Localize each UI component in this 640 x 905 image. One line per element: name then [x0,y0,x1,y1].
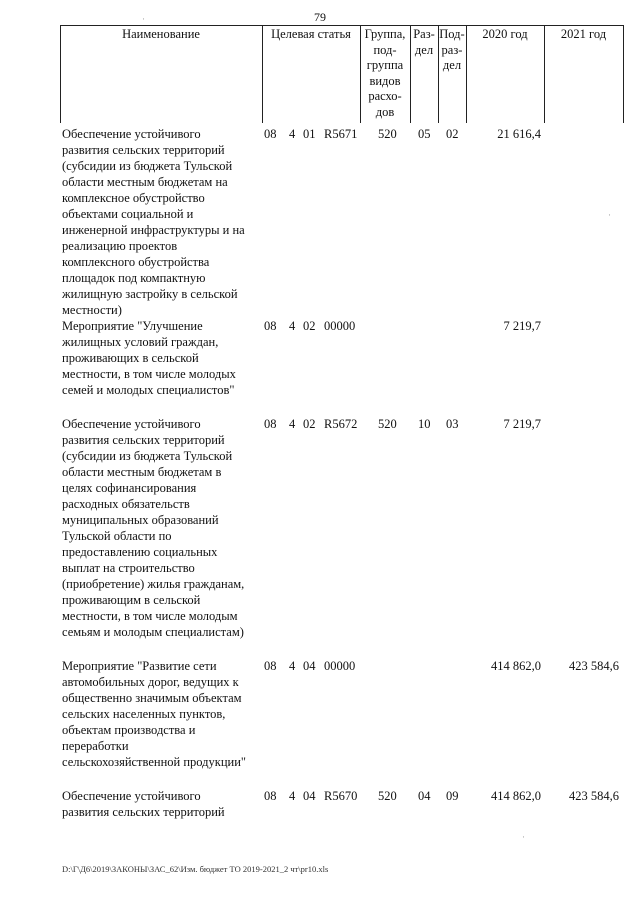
value-2020: 414 862,0 [491,789,541,803]
group-code: 520 [378,417,397,431]
group-code: 520 [378,789,397,803]
header-name: Наименование [122,27,200,41]
target-measure: 04 [303,789,316,803]
header-group-line: расхо- [368,89,402,103]
subsection-code: 09 [446,789,459,803]
header-group [360,27,410,120]
header-subsection-line: Под- [439,27,465,41]
header-subsection-line: раз- [441,42,463,57]
value-2021: 423 584,6 [569,659,619,673]
header-group-line: Группа, [364,27,406,41]
subsection-code: 03 [446,417,459,431]
page-number: 79 [314,10,326,24]
target-subprogram: 4 [289,417,296,431]
header-top-border [60,25,623,26]
scan-mark: · [608,210,611,220]
row-name: Мероприятие "Улучшение жилищных условий граждан, проживающих в сельской местности, в том числе молодых семей и молодых специалистов" [62,319,236,397]
header-group-line: видов [369,73,401,88]
value-2020: 7 219,7 [503,417,541,431]
target-measure: 01 [303,127,316,141]
target-code: 00000 [324,319,356,333]
value-2020: 21 616,4 [497,127,541,141]
header-target: Целевая статья [271,27,351,41]
target-program: 08 [264,789,277,803]
target-code: 00000 [324,659,356,673]
header-subsection-line: дел [442,58,462,72]
target-program: 08 [264,659,277,673]
subsection-code: 02 [446,127,459,141]
row-name: Обеспечение устойчивого развития сельских территорий [62,789,225,819]
target-program: 08 [264,127,277,141]
header-group-line: дов [375,104,395,119]
target-code: R5671 [324,127,358,141]
scan-mark: · [142,14,145,24]
header-group-line: под- [373,42,397,57]
target-code: R5672 [324,417,358,431]
row-name: Мероприятие "Развитие сети автомобильных дорог, ведущих к общественно значимым объектам сельских населенных пунктов, объектам производства и переработки сельскохозяйственной продукции" [62,659,247,769]
table-header [0,25,640,123]
header-section [410,27,438,58]
row-name: Обеспечение устойчивого развития сельских территорий (субсидии из бюджета Тульской области местным бюджетам в целях софинансирования расходных обязательств муниципальных образований Тульской области по предоставлению социальных выплат на строительство (приобретение) жилья гражданам, проживающим в сельской местности, в том числе молодым семьям и молодым специалистам) [62,417,245,639]
header-section-line: Раз- [413,27,435,41]
target-program: 08 [264,417,277,431]
target-subprogram: 4 [289,659,296,673]
target-program: 08 [264,319,277,333]
header-section-line: дел [414,42,434,57]
header-border [623,25,624,123]
section-code: 10 [418,417,431,431]
row-name: Обеспечение устойчивого развития сельских территорий (субсидии из бюджета Тульской области местным бюджетам на комплексное обустройство объектами социальной и инженерной инфраструктуры и на реализацию проектов комплексного обустройства площадок под компактную жилищную застройку в сельской местности) [62,127,245,317]
target-subprogram: 4 [289,127,296,141]
target-measure: 02 [303,319,316,333]
target-subprogram: 4 [289,319,296,333]
header-subsection [438,27,466,74]
section-code: 05 [418,127,431,141]
header-year-2021: 2021 год [560,27,607,41]
value-2021: 423 584,6 [569,789,619,803]
scan-mark: · [522,832,525,842]
file-path: D:\Г\Д6\2019\ЗАКОНЫ\ЗАС_62\Изм. бюджет ТО 2019-2021_2 чт\pr10.xls [62,864,329,874]
header-group-line: группа [366,58,404,72]
header-year-2020: 2020 год [482,27,528,41]
target-code: R5670 [324,789,358,803]
target-measure: 02 [303,417,316,431]
target-measure: 04 [303,659,316,673]
value-2020: 7 219,7 [503,319,541,333]
value-2020: 414 862,0 [491,659,541,673]
group-code: 520 [378,127,397,141]
target-subprogram: 4 [289,789,296,803]
section-code: 04 [418,789,431,803]
